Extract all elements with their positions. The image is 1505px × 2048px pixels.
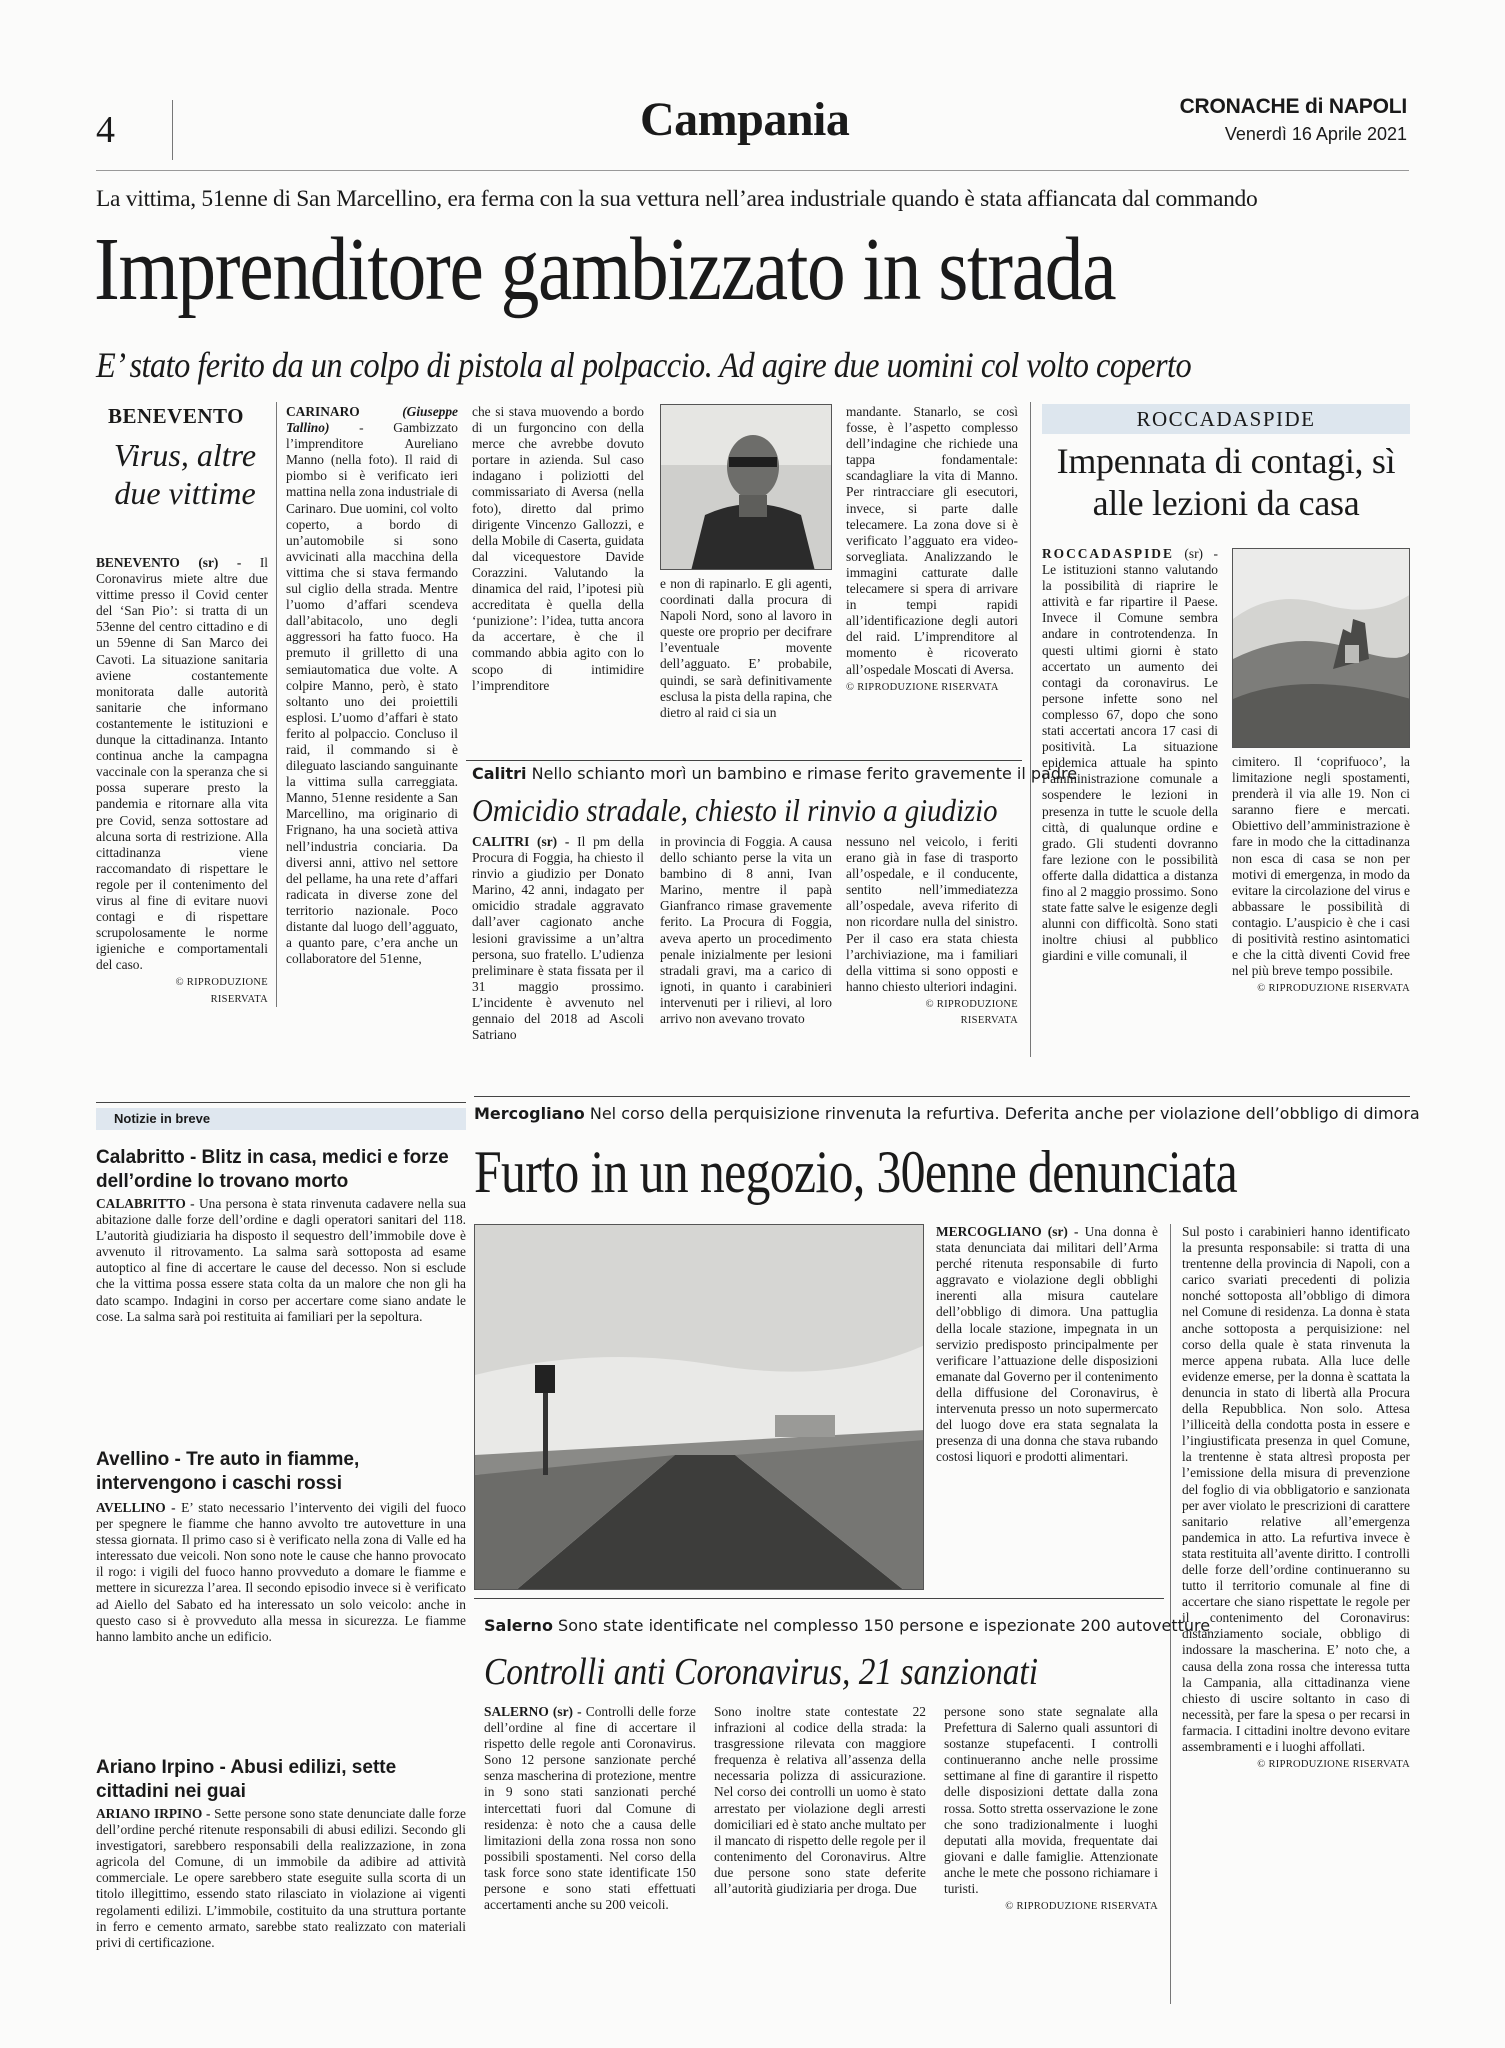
road-scene-image bbox=[475, 1225, 924, 1590]
mercogliano-kicker-place: Mercogliano bbox=[474, 1104, 585, 1123]
brief-1-dateline: CALABRITTO - bbox=[96, 1196, 195, 1211]
salerno-col-3 bbox=[944, 1704, 1158, 2004]
salerno-copyright: © RIPRODUZIONE RISERVATA bbox=[1005, 1901, 1158, 1913]
salerno-col-1 bbox=[484, 1704, 696, 2004]
main-dateline: CARINARO bbox=[286, 404, 360, 419]
calitri-headline: Omicidio stradale, chiesto il rinvio a giudizio bbox=[472, 792, 998, 828]
main-copyright: © RIPRODUZIONE RISERVATA bbox=[846, 681, 999, 693]
mercogliano-col-2 bbox=[1182, 1224, 1410, 2006]
calitri-kicker bbox=[472, 764, 1078, 783]
mercogliano-col-1 bbox=[936, 1224, 1158, 1584]
portrait-image bbox=[661, 405, 832, 570]
roccadaspide-label: ROCCADASPIDE bbox=[1042, 404, 1410, 434]
main-kicker: La vittima, 51enne di San Marcellino, era ferma con la sua vettura nell’area industriale quando è stata affiancata dal commando bbox=[96, 186, 1258, 212]
roccadaspide-headline: Impennata di contagi, sì alle lezioni da casa bbox=[1056, 441, 1396, 523]
salerno-rule bbox=[474, 1598, 1164, 1599]
calitri-col-1 bbox=[472, 834, 644, 1054]
benevento-body bbox=[96, 555, 268, 1007]
mercogliano-kicker-text: Nel corso della perquisizione rinvenuta la refurtiva. Deferita anche per violazione dell’obbligo di dimora bbox=[589, 1104, 1420, 1123]
brief-3-body bbox=[96, 1806, 466, 1996]
brief-1-text: Una persona è stata rinvenuta cadavere nella sua abitazione dalle forze dell’ordine e dagli operatori sanitari del 118. L’autorità giudiziaria ha disposto il sequestro dell’immobile dove è avvenuto il ritrovamento. La salma sarà sottoposta ad esame autoptico al fine di accertare le cause del decesso. Non si esclude che la vittima possa essere stata colta da un malore che non gli ha dato scampo. Indagini in corso per accertare come siano andate le cose. La salma sarà poi restituita ai familiari per la sepoltura. bbox=[96, 1196, 466, 1324]
main-col-1-text: - Gambizzato l’imprenditore Aureliano Manno (nella foto). Il raid di piombo si è verificato ieri mattina nella zona industriale di Carinaro. Due uomini, col volto coperto, a bordo di un’automobile si sono avvicinati alla macchina della vittima che si stava fermando sul ciglio della strada. Mentre l’uomo d’affari scendeva dall’abitacolo, uno degli aggressori ha fatto fuoco. Ha premuto il grilletto di una semiautomatica due volte. A colpire Manno, però, è stato soltanto uno dei proiettili esplosi. L’uomo d’affari è stato ferito al polpaccio. Concluso il raid, il commando si è dileguato lasciando sanguinante la vittima sulla carreggiata. Manno, 51enne residente a San Marcellino, ma originario di Frignano, ha una società attiva nell’industria conciaria. Da diversi anni, attivo nel settore del pellame, ha una rete d’affari radicata in diverse zone del territorio nazionale. Poco distante dal luogo dell’agguato, a quanto pare, c’era anche un collaboratore del 51enne, bbox=[286, 420, 458, 967]
main-col-4-text: mandante. Stanarlo, se così fosse, è l’aspetto complesso dell’indagine che richiede una tappa fondamentale: scandagliare la vita di Manno. Per rintracciare gli esecutori, invece, si parte dalle telecamere. La zona dove si è verificato l’agguato era video-sorvegliata. Analizzando le immagini catturate dalle telecamere si spera di arrivare in tempi rapidi all’identificazione degli autori del raid. L’imprenditore al momento è ricoverato all’ospedale Moscati di Aversa. bbox=[846, 404, 1018, 677]
brief-2-text: E’ stato necessario l’intervento dei vigili del fuoco per spegnere le fiamme che hanno avvolto tre autovetture in una stessa giornata. Il primo caso si è verificato nella zona di Valle ed ha interessato due veicoli. Non sono note le cause che hanno provocato il rogo: i vigili del fuoco hanno provveduto a domare le fiamme e mettere in sicurezza l’area. Il secondo episodio invece si è verificato ad Aiello del Sabato ed ha interessato un solo veicolo: anche in questo caso si è provveduto alla messa in sicurezza. Le fiamme hanno lambito anche un edificio. bbox=[96, 1500, 466, 1644]
victim-photo bbox=[660, 404, 832, 570]
brief-3-text: Sette persone sono state denunciate dalle forze dell’ordine perché ritenute responsabili di abusi edilizi. Secondo gli investigatori, sarebbero responsabili della realizzazione, in zona agricola del Comune, di un immobile da adibire ad attività commerciale. Le opere sarebbero state eseguite sulla scorta di un titolo illegittimo, essendo stato rilasciato in violazione ai vigenti regolamenti edilizi. L’immobile, costituito da una struttura portante in ferro e cemento armato, sarebbe stato realizzato con materiali privi di certificazione. bbox=[96, 1806, 466, 1950]
main-credit: (Giuseppe Tallino) bbox=[286, 404, 458, 436]
roccadaspide-copyright: © RIPRODUZIONE RISERVATA bbox=[1257, 983, 1410, 995]
salerno-kicker-text: Sono state identificate nel complesso 150 persone e ispezionate 200 autovetture bbox=[558, 1616, 1211, 1635]
calitri-kicker-place: Calitri bbox=[472, 764, 527, 783]
mercogliano-dateline: MERCOGLIANO (sr) - bbox=[936, 1224, 1079, 1239]
salerno-kicker bbox=[484, 1616, 1210, 1635]
salerno-col-1-text: Controlli delle forze dell’ordine al fine di accertare il rispetto delle regole anti Coronavirus. Sono 12 persone sanzionate perché senza mascherina di protezione, mentre in 9 sono stati sanzionati perché intercettati fuori dal Comune di residenza: è noto che a causa delle limitazioni della zona rossa non sono possibili spostamenti. Nel corso della task force sono state identificate 150 persone e sono stati effettuati accertamenti anche su 200 veicoli. bbox=[484, 1704, 696, 1913]
benevento-dateline: BENEVENTO (sr) - bbox=[96, 555, 242, 570]
mercogliano-headline: Furto in un negozio, 30enne denunciata bbox=[474, 1139, 1238, 1205]
roccadaspide-text: (sr) - Le istituzioni stanno valutando la possibilità di riaprire le attività e far ripartire il Paese. Invece il Comune sembra andare in controtendenza. In questi ultimi giorni è stato accertato un aumento dei contagi da coronavirus. Le persone infette sono nel complesso 67, dopo che sono stati accertati ancora 17 casi di positività. La situazione epidemica attuale ha spinto l’amministrazione comunale a sospendere le lezioni in presenza in tutte le scuole della città, di qualunque ordine e grado. Gli studenti dovranno fare lezione con le possibilità offerte dalla didattica a distanza fino al 2 maggio prossimo. Sono state fatte salve le esigenze degli alunni con difficoltà. Sono stati inoltre chiusi al pubblico giardini e ville comunali, il bbox=[1042, 546, 1218, 964]
brief-2-dateline: AVELLINO - bbox=[96, 1500, 176, 1515]
mercogliano-col-2-text: Sul posto i carabinieri hanno identificato la presunta responsabile: si tratta di una trentenne della provincia di Napoli, con a carico svariati precedenti di polizia nonché sottoposta all’obbligo di dimora nel Comune di residenza. La donna è stata anche sottoposta a perquisizione: nel corso della quale è stata rinvenuta la merce appena rubata. Alla luce delle evidenze emerse, per la donna è scattata la denuncia in stato di libertà alla Procura della Repubblica. Non solo. Attesa l’illiceità della condotta posta in essere e l’ingiustificata presenza in quel Comune, la trentenne è stata altresì proposta per l’emissione della misura di prevenzione del foglio di via obbligatorio e sanzionata per aver violato le prescrizioni di carattere sanitario relative all’emergenza pandemica in atto. La refurtiva invece è stata restituita all’avente diritto. I controlli delle forze dell’ordine continueranno su tutto il territorio comunale al fine di accertare che siano rispettate le regole per il contenimento del Coronavirus: distanziamento sociale, obbligo di indossare la mascherina. E’ noto che, a causa della zona rossa che interessa tutta la Campania, alla cittadinanza viene chiesto di uscire soltanto in caso di necessità, per fare la spesa o per recarsi in farmacia. I cittadini inoltre devono evitare assembramenti e i luoghi affollati. bbox=[1182, 1224, 1410, 1754]
briefs-rule-top bbox=[96, 1102, 466, 1103]
main-headline: Imprenditore gambizzato in strada bbox=[94, 220, 1116, 319]
roccadaspide-col-2 bbox=[1232, 754, 1410, 1084]
main-col-1 bbox=[286, 404, 458, 1014]
masthead-rule bbox=[96, 170, 1409, 171]
main-col-3: e non di rapinarlo. E gli agenti, coordinati dalla procura di Napoli Nord, sono al lavoro in queste ore proprio per decifrare l’eventuale movente dell’agguato. E’ probabile, quindi, se sarà definitivamente esclusa la pista della rapina, che dietro al raid ci sia un bbox=[660, 576, 832, 720]
calitri-col-1-text: Il pm della Procura di Foggia, ha chiesto il rinvio a giudizio per Donato Marino, 42 anni, indagato per omicidio stradale aggravato dall’aver cagionato anche lesioni gravissime a un’altra persona, suo fratello. L’udienza preliminare è stata fissata per il 31 maggio prossimo. L’incidente è avvenuto nel gennaio del 2018 ad Ascoli Satriano bbox=[472, 834, 644, 1043]
calitri-col-2: in provincia di Foggia. A causa dello schianto perse la vita un bambino di 8 anni, Ivan Marino, mentre il papà Gianfranco rimase gravemente ferito. La Procura di Foggia, aveva aperto un procedimento penale inizialmente per lesioni stradali gravi, ma a carico di ignoti, in quanto i carabinieri intervenuti per i rilievi, al loro arrivo non avevano trovato bbox=[660, 834, 832, 1027]
section-title: Campania bbox=[640, 93, 850, 146]
column-rule bbox=[276, 402, 277, 1007]
column-rule bbox=[1030, 402, 1031, 1057]
mercogliano-photo bbox=[474, 1224, 924, 1590]
benevento-headline: Virus, altre due vittime bbox=[113, 437, 257, 511]
brief-2-headline: Avellino - Tre auto in fiamme, intervengono i caschi rossi bbox=[96, 1449, 360, 1494]
calitri-copyright: © RIPRODUZIONE RISERVATA bbox=[925, 998, 1018, 1027]
salerno-dateline: SALERNO (sr) - bbox=[484, 1704, 582, 1719]
column-rule bbox=[1170, 1224, 1171, 2004]
town-landscape-image bbox=[1233, 549, 1410, 748]
brief-3-headline: Ariano Irpino - Abusi edilizi, sette cittadini nei guai bbox=[96, 1757, 397, 1802]
roccadaspide-col-1 bbox=[1042, 546, 1218, 1076]
salerno-col-2: Sono inoltre state contestate 22 infrazioni al codice della strada: la trasgressione rilevata con maggiore frequenza è relativa all’assenza della necessaria polizza di assicurazione. Nel corso dei controlli un uomo è stato arrestato per violazione degli arresti domiciliari ed è stato anche multato per il mancato di rispetto delle regole per il contenimento del Coronavirus. Altre due persone sono state deferite all’autorità giudiziaria per droga. Due bbox=[714, 1704, 926, 1897]
brief-3-dateline: ARIANO IRPINO - bbox=[96, 1806, 211, 1821]
briefs-label: Notizie in breve bbox=[96, 1108, 466, 1130]
mercogliano-rule bbox=[474, 1096, 1410, 1097]
main-col-2: che si stava muovendo a bordo di un furgoncino con della merce che avrebbe dovuto portare in azienda. Sul caso indagano i poliziotti del commissariato di Aversa (nella foto), diretto dal primo dirigente Vincenzo Gallozzi, e della Mobile di Caserta, guidata dal vicequestore Davide Corazzini. Valutando la dinamica del raid, l’ipotesi più accreditata è quella della ‘punizione’: l’idea, tutta ancora da accertare, è che il commando abbia agito con lo scopo di intimidire l’imprenditore bbox=[472, 404, 644, 693]
roccadaspide-photo bbox=[1232, 548, 1410, 748]
main-subhead: E’ stato ferito da un colpo di pistola al polpaccio. Ad agire due uomini col volto coperto bbox=[96, 345, 1192, 385]
roccadaspide-col-2-text: cimitero. Il ‘coprifuoco’, la limitazione negli spostamenti, prenderà il via alle 19. Non ci saranno fiere e mercati. Obiettivo dell’amministrazione è fare in modo che la cittadinanza non esca di casa se non per motivi di emergenza, in modo da evitare la circolazione del virus e abbassare le possibilità di contagio. L’auspicio è che i casi di positività restino asintomatici e che la città diventi Covid free nel più breve tempo possibile. bbox=[1232, 754, 1410, 979]
benevento-label: BENEVENTO bbox=[108, 404, 244, 428]
page-number: 4 bbox=[96, 109, 115, 151]
paper-name: CRONACHE di NAPOLI bbox=[1179, 95, 1407, 118]
roccadaspide-dateline: ROCCADASPIDE bbox=[1042, 546, 1174, 561]
main-col-4 bbox=[846, 404, 1018, 764]
issue-date: Venerdì 16 Aprile 2021 bbox=[1224, 124, 1407, 144]
masthead-divider bbox=[172, 100, 173, 160]
calitri-rule bbox=[466, 760, 1022, 761]
brief-1-headline: Calabritto - Blitz in casa, medici e forze dell’ordine lo trovano morto bbox=[96, 1147, 449, 1192]
calitri-dateline: CALITRI (sr) - bbox=[472, 834, 570, 849]
salerno-col-3-text: persone sono state segnalate alla Prefettura di Salerno quali assuntori di sostanze stupefacenti. I controlli continueranno anche nelle prossime settimane al fine di garantire il rispetto delle disposizioni dettate dalla zona rossa. Sotto stretta osservazione le zone che sono tradizionalmente i luoghi deputati alla movida, frequentate dai giovani e dalle famiglie. Attenzionate anche le mete che possono richiamare i turisti. bbox=[944, 1704, 1158, 1897]
benevento-text: Il Coronavirus miete altre due vittime presso il Covid center del ‘San Pio’: si tratta di un 53enne del centro cittadino e di un 59enne di San Marco dei Cavoti. La situazione sanitaria aviene costantemente monitorata dalle autorità sanitarie che informano costantemente le istituzioni e dunque la cittadinanza. Intanto continua anche la campagna vaccinale con la speranza che si possa superare presto la pandemia e ritornare alla vita pre Covid, senza sottostare ad alcuna sorta di restrizione. Alla cittadinanza viene raccomandato di rispettare le regole per il contenimento del virus al fine di evitare nuovi contagi e di rispettare scrupolosamente le norme igieniche e comportamentali del caso. bbox=[96, 555, 268, 973]
mercogliano-kicker bbox=[474, 1104, 1420, 1123]
calitri-col-3-text: nessuno nel veicolo, i feriti erano già in fase di trasporto all’ospedale, e il conducente, sentito nell’immediatezza all’ospedale, aveva riferito di non ricordare nulla del sinistro. Per il caso era stata chiesta l’archiviazione, ma i familiari della vittima si sono opposti e hanno chiesto ulteriori indagini. bbox=[846, 834, 1018, 994]
brief-2-body bbox=[96, 1500, 466, 1720]
mercogliano-copyright: © RIPRODUZIONE RISERVATA bbox=[1257, 1759, 1410, 1771]
salerno-kicker-place: Salerno bbox=[484, 1616, 553, 1635]
mercogliano-col-1-text: Una donna è stata denunciata dai militari dell’Arma perché ritenuta responsabile di furto aggravato e violazione degli obblighi inerenti alla misura cautelare dell’obbligo di dimora. Una pattuglia della locale stazione, impegnata in un servizio predisposto principalmente per verificare l’attuazione delle disposizioni emanate dal Governo per il contenimento della diffusione del Coronavirus, è intervenuta presso un noto supermercato del luogo dove era stata segnalata la presenza di una donna che stava rubando costosi liquori e prodotti alimentari. bbox=[936, 1224, 1158, 1465]
benevento-copyright: © RIPRODUZIONE RISERVATA bbox=[175, 977, 268, 1005]
calitri-col-3 bbox=[846, 834, 1018, 1054]
calitri-kicker-text: Nello schianto morì un bambino e rimase ferito gravemente il padre bbox=[531, 764, 1078, 783]
brief-1-body bbox=[96, 1196, 466, 1402]
salerno-headline: Controlli anti Coronavirus, 21 sanzionati bbox=[484, 1651, 1039, 1693]
